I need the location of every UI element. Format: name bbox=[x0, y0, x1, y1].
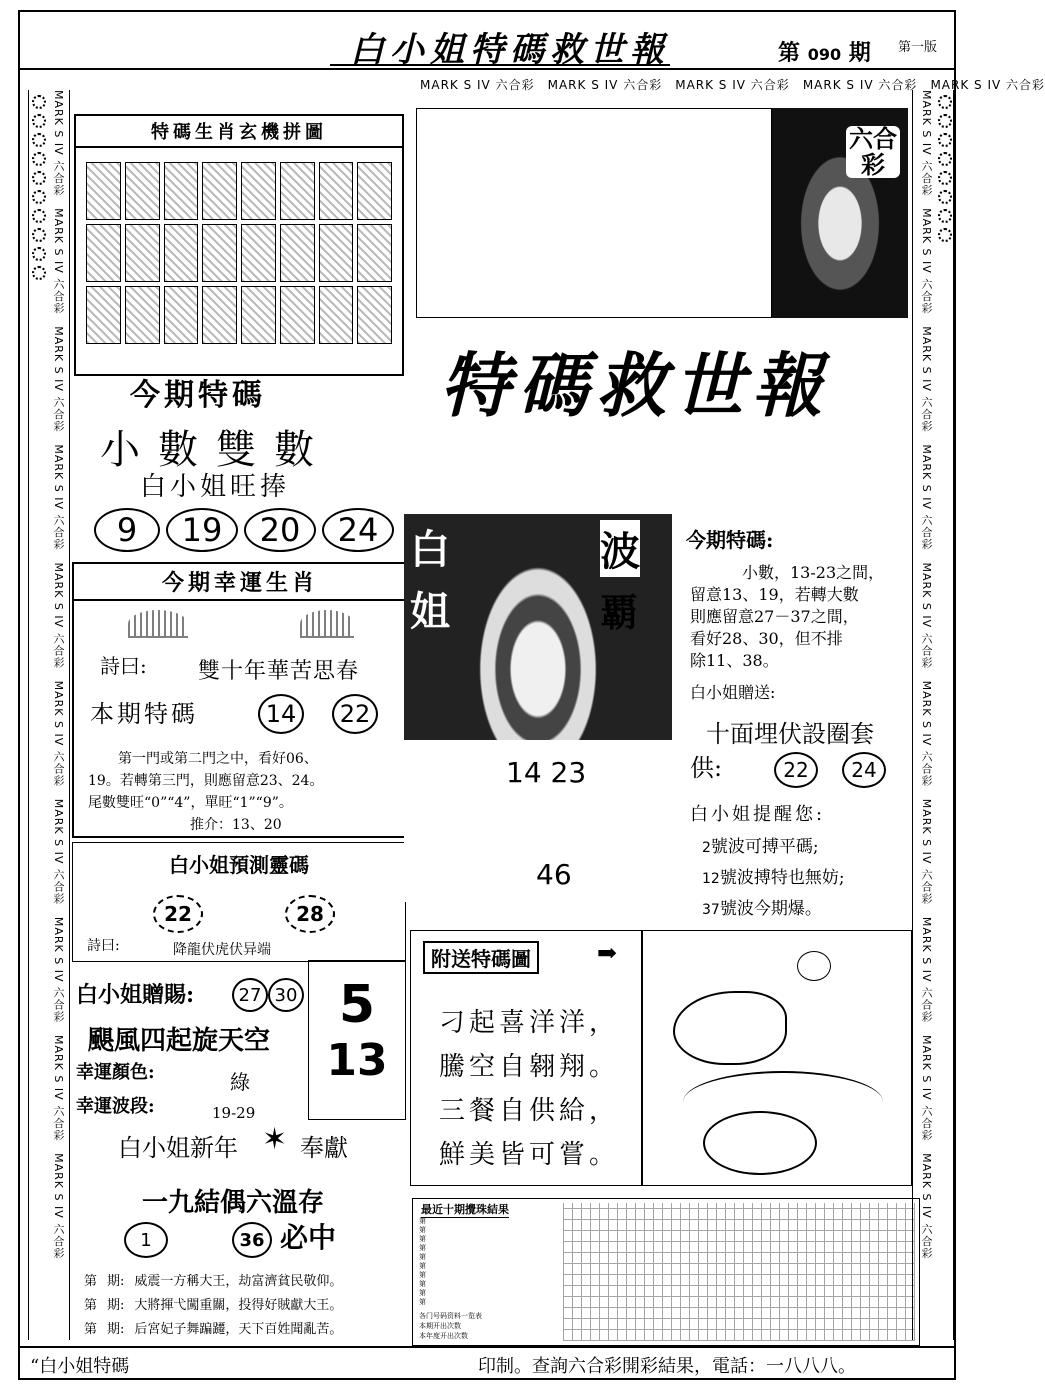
zodiac-tile bbox=[202, 286, 237, 344]
predict-title: 白小姐預測靈碼 bbox=[169, 853, 309, 877]
right-supply-label: 供: bbox=[690, 754, 723, 782]
predict-panel bbox=[72, 842, 406, 962]
lucky-para-1: 第一門或第二門之中，看好06、 bbox=[118, 751, 318, 767]
special-headline: 小數雙數 bbox=[100, 427, 332, 473]
banner-title: 特碼救世報 bbox=[440, 344, 830, 427]
title-underline bbox=[330, 64, 670, 66]
issue-suffix: 期 bbox=[848, 40, 871, 66]
zodiac-tile bbox=[164, 224, 199, 282]
zodiac-grid-panel bbox=[74, 114, 404, 376]
zodiac-tile bbox=[202, 224, 237, 282]
left-side-strip: MARK S IV 六合彩 MARK S IV 六合彩 MARK S IV 六合彩 MARK S IV 六合彩 MARK S IV 六合彩 MARK S IV 六合彩 MARK S IV 六合彩 MARK S IV 六合彩 MARK S IV 六合彩 MARK S IV 六合彩 bbox=[28, 90, 70, 1340]
right-side-strip: MARK S IV 六合彩 MARK S IV 六合彩 MARK S IV 六合彩 MARK S IV 六合彩 MARK S IV 六合彩 MARK S IV 六合彩 MARK S IV 六合彩 MARK S IV 六合彩 MARK S IV 六合彩 MARK S IV 六合彩 bbox=[912, 90, 954, 1340]
big-number-panel bbox=[308, 960, 406, 1120]
number-ball: 30 bbox=[268, 978, 304, 1012]
zodiac-tile bbox=[125, 162, 160, 220]
number-ball: 24 bbox=[842, 752, 886, 788]
bird-illustration-panel bbox=[642, 930, 912, 1186]
flower-icon bbox=[32, 152, 46, 166]
zodiac-tile bbox=[319, 162, 354, 220]
flower-icon bbox=[32, 190, 46, 204]
footer-right: 印制。查詢六合彩開彩結果，電話：一八八八。 bbox=[478, 1356, 856, 1377]
header-rule bbox=[20, 68, 954, 70]
number-ball: 24 bbox=[322, 508, 394, 552]
flower-icon bbox=[32, 209, 46, 223]
poem-text: 雙十年華苦思春 bbox=[198, 659, 360, 684]
zodiac-tile bbox=[86, 286, 121, 344]
zodiac-tile bbox=[164, 286, 199, 344]
flower-icon bbox=[32, 114, 46, 128]
flower-icon bbox=[938, 133, 952, 147]
grid-panel-title: 特碼生肖玄機拼圖 bbox=[76, 116, 402, 148]
wave-value: 19-29 bbox=[212, 1104, 256, 1122]
right-title: 今期特碼: bbox=[686, 528, 774, 552]
gift-label: 白小姐贈賜: bbox=[76, 982, 195, 1008]
footer-rule bbox=[20, 1346, 954, 1348]
zodiac-tile bbox=[125, 224, 160, 282]
zodiac-tile bbox=[241, 224, 276, 282]
top-logo-strip: MARK S IV 六合彩 MARK S IV 六合彩 MARK S IV 六合彩 MARK S IV 六合彩 MARK S IV 六合彩 bbox=[420, 78, 1045, 92]
zodiac-tile bbox=[202, 162, 237, 220]
flower-icon bbox=[32, 133, 46, 147]
special-numbers bbox=[94, 508, 394, 552]
attached-title: 附送特碼圖 bbox=[423, 941, 539, 974]
big-number: 13 bbox=[326, 1035, 388, 1086]
big-number: 5 bbox=[338, 975, 376, 1035]
poem-lines bbox=[84, 1270, 404, 1342]
bird-icon bbox=[673, 991, 787, 1065]
footer-left: “白小姐特碼 bbox=[30, 1356, 130, 1377]
number-ball: 20 bbox=[244, 508, 316, 552]
lucky-recommend: 推介：13、20 bbox=[190, 817, 282, 833]
zodiac-tile bbox=[86, 224, 121, 282]
zodiac-tile bbox=[280, 286, 315, 344]
poem-line: 第 期: 威震一方稱大王，劫富濟貧民敬仰。 bbox=[84, 1274, 343, 1289]
lucky-title: 今期幸運生肖 bbox=[74, 564, 406, 601]
flower-icon bbox=[938, 190, 952, 204]
photo-char-bottom-right: 覇 bbox=[600, 590, 639, 635]
attached-lines: 刁起喜洋洋， 騰空自翱翔。 三餐自供給， 鮮美皆可嘗。 bbox=[439, 1008, 620, 1170]
code-label: 本期特碼 bbox=[90, 700, 198, 728]
newyear-title-left: 白小姐新年 bbox=[118, 1134, 238, 1162]
zodiac-tile bbox=[357, 286, 392, 344]
zodiac-tile bbox=[164, 162, 199, 220]
flower-icon bbox=[938, 209, 952, 223]
issue-label bbox=[778, 36, 871, 67]
flower-icon bbox=[938, 95, 952, 109]
right-remind-lines: 2號波可搏平碼; 12號波搏特也無妨; 37號波今期爆。 bbox=[702, 837, 845, 919]
poem-line: 第 期: 大將揮弋闖重關，投得好賊獻大王。 bbox=[84, 1298, 343, 1313]
zodiac-tile bbox=[280, 162, 315, 220]
moon-icon bbox=[797, 951, 831, 981]
tiger-icon bbox=[128, 610, 188, 638]
dog-icon bbox=[300, 610, 354, 638]
newyear-title-right: 奉獻 bbox=[300, 1134, 348, 1162]
lotus-icon bbox=[703, 1111, 817, 1175]
flower-icon bbox=[938, 114, 952, 128]
zodiac-tile bbox=[357, 224, 392, 282]
number-ball: 22 bbox=[774, 752, 818, 788]
number-ball: 22 bbox=[153, 895, 203, 933]
zodiac-tile bbox=[319, 286, 354, 344]
issue-number: 090 bbox=[807, 45, 842, 64]
lucky-para-3: 尾數雙旺“0”“4”，單旺“1”“9”。 bbox=[88, 795, 293, 811]
photo-char-top-left: 白 bbox=[410, 526, 450, 573]
arrow-right-icon: ➡ bbox=[597, 939, 618, 967]
number-ball: 27 bbox=[232, 978, 268, 1012]
zodiac-tile bbox=[241, 286, 276, 344]
photo-char-top-right: 波 bbox=[600, 520, 640, 577]
attached-poem-panel bbox=[410, 930, 642, 1186]
zodiac-tile bbox=[280, 224, 315, 282]
zodiac-tile bbox=[241, 162, 276, 220]
zodiac-tile bbox=[86, 162, 121, 220]
flower-icon bbox=[32, 247, 46, 261]
right-remind: 白小姐提醒您: bbox=[690, 804, 826, 825]
photo-char-bottom-left: 姐 bbox=[410, 588, 450, 635]
zodiac-tile bbox=[319, 224, 354, 282]
flower-icon bbox=[938, 171, 952, 185]
flower-icon bbox=[32, 171, 46, 185]
right-trap-phrase: 十面埋伏設圈套 bbox=[706, 720, 874, 748]
newyear-phrase: 一九結偶六溫存 bbox=[142, 1188, 325, 1218]
number-ball: 1 bbox=[124, 1222, 168, 1258]
number-ball: 36 bbox=[232, 1222, 272, 1258]
lucky-zodiac-panel bbox=[72, 562, 408, 838]
special-title: 今期特碼 bbox=[130, 378, 266, 413]
predict-poem-label: 詩曰: bbox=[87, 938, 120, 954]
issue-prefix: 第 bbox=[778, 40, 801, 66]
results-table bbox=[412, 1198, 920, 1346]
star-icon: ✶ bbox=[262, 1122, 288, 1157]
predict-poem: 降龍伏虎伏异端 bbox=[173, 942, 271, 958]
photo-number-bottom: 46 bbox=[536, 858, 572, 891]
flower-icon bbox=[32, 228, 46, 242]
banner-badge: 六合彩 bbox=[846, 126, 900, 178]
results-title: 最近十期攪珠結果 bbox=[421, 1203, 509, 1216]
flower-icon bbox=[938, 152, 952, 166]
color-label: 幸運顏色: bbox=[76, 1062, 155, 1083]
results-footnotes: 各门号码资料一览表 本期开出次数 本年度开出次数 bbox=[419, 1312, 482, 1340]
page-title: 白小姐特碼救世報 bbox=[350, 30, 670, 70]
results-row-labels: 第 第 第 第 第 第 第 第 第 第 bbox=[419, 1217, 426, 1306]
edition-label: 第一版 bbox=[898, 40, 938, 55]
number-ball: 22 bbox=[332, 694, 378, 734]
flower-icon bbox=[32, 95, 46, 109]
poem-line: 第 期: 后宮妃子舞蹁躚，天下百姓聞亂苦。 bbox=[84, 1322, 343, 1337]
color-value: 綠 bbox=[230, 1070, 250, 1094]
results-grid bbox=[563, 1203, 915, 1341]
wave-label: 幸運波段: bbox=[76, 1096, 155, 1117]
number-ball: 28 bbox=[285, 895, 335, 933]
lucky-para-2: 19。若轉第三門，則應留意23、24。 bbox=[88, 773, 324, 789]
number-ball: 19 bbox=[166, 508, 238, 552]
right-gift-label: 白小姐贈送: bbox=[690, 683, 776, 702]
number-ball: 14 bbox=[258, 694, 304, 734]
special-subtitle: 白小姐旺捧 bbox=[140, 472, 291, 502]
zodiac-tile bbox=[125, 286, 160, 344]
zodiac-picture-grid bbox=[76, 148, 402, 358]
gift-phrase: 颶風四起旋天空 bbox=[88, 1026, 271, 1056]
flower-icon bbox=[938, 228, 952, 242]
right-paragraph: 小數，13-23之間， 留意13、19，若轉大數 則應留意27－37之間， 看好28、30，但不排 除11、38。 bbox=[690, 563, 885, 670]
number-ball: 9 bbox=[94, 508, 160, 552]
banner-blank-box bbox=[416, 108, 772, 318]
flower-icon bbox=[32, 266, 46, 280]
zodiac-tile bbox=[357, 162, 392, 220]
poem-label: 詩曰: bbox=[100, 654, 147, 678]
must-hit-label: 必中 bbox=[280, 1221, 337, 1254]
photo-numbers-row: 14 23 bbox=[506, 756, 587, 789]
